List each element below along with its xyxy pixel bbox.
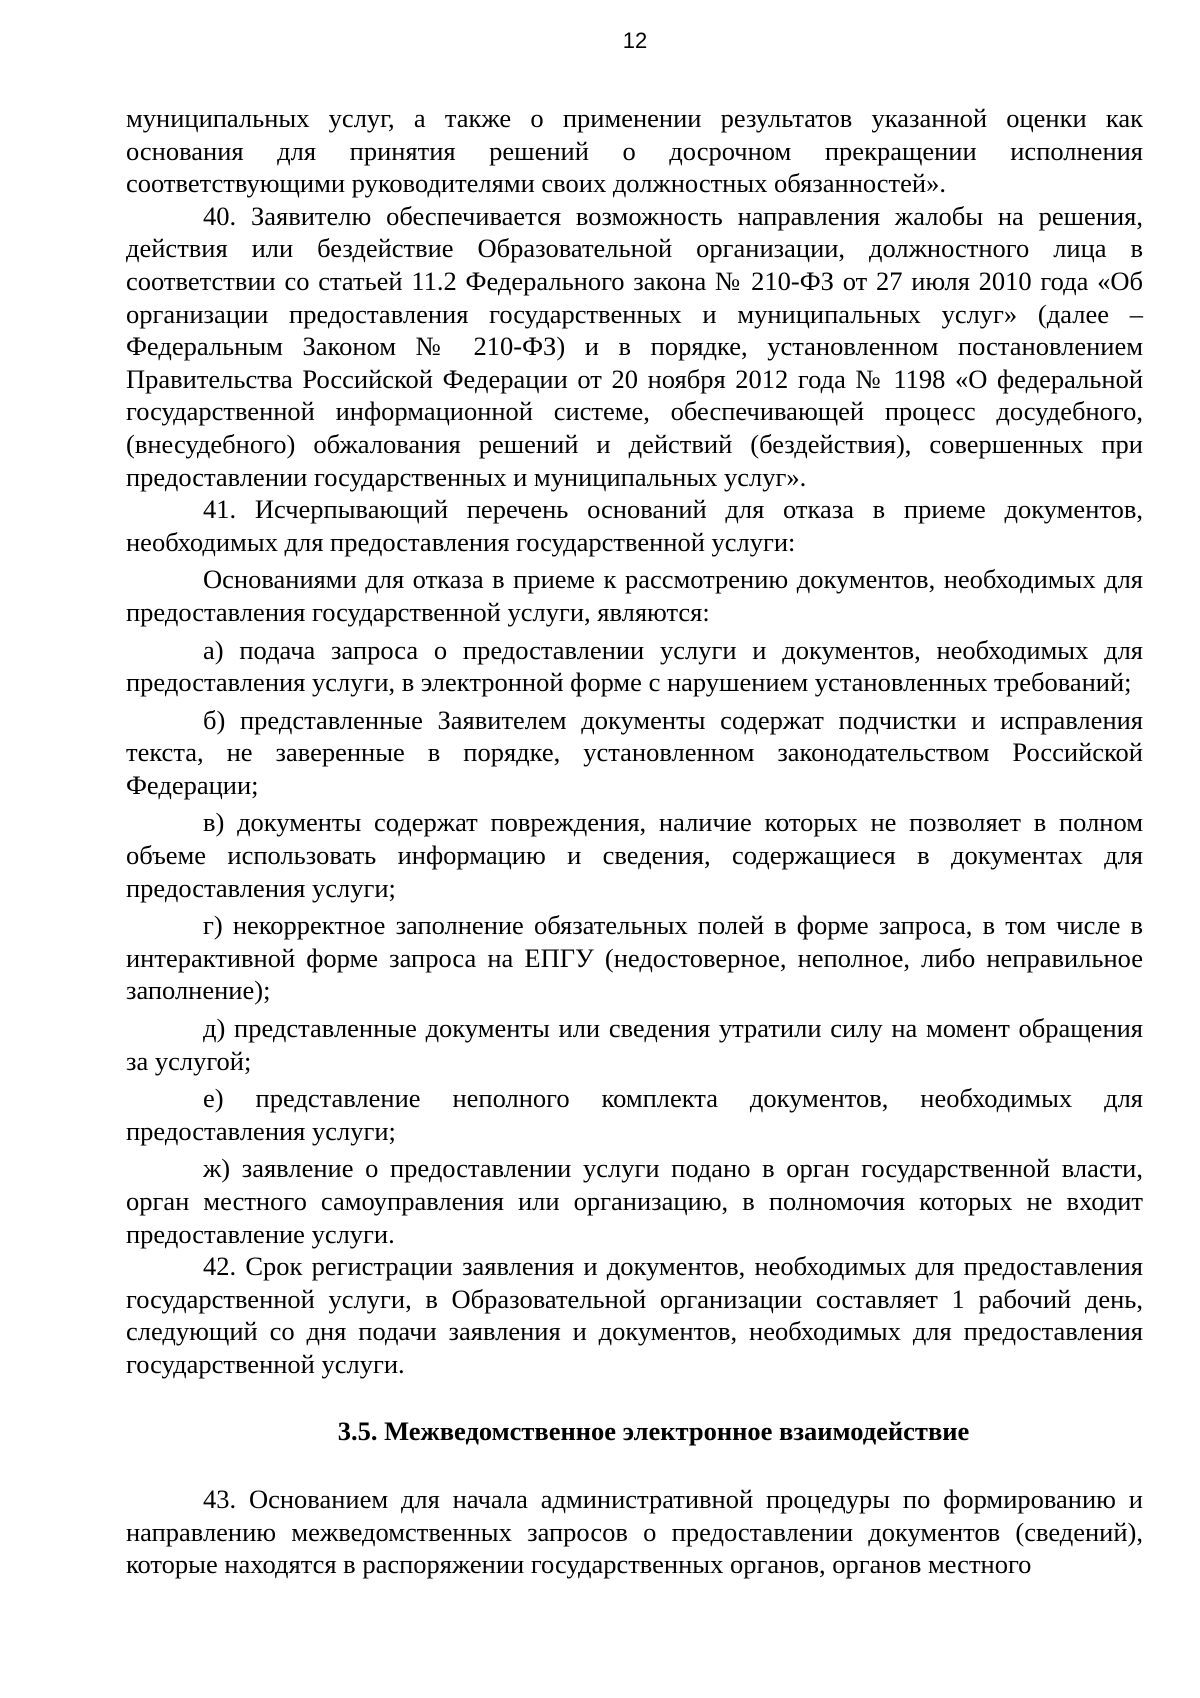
document-body [126, 102, 1143, 1581]
paragraph-continuation: муниципальных услуг, а также о применении результатов указанной оценки как основания для принятия решений о досрочном прекращении исполнения соответствующими руководителями своих должностных обязанностей». [126, 103, 1143, 199]
list-item-d: д) представленные документы или сведения утратили силу на момент обращения за услугой; [126, 1013, 1143, 1076]
paragraph-grounds-intro: Основаниями для отказа в приеме к рассмотрению документов, необходимых для предоставления государственной услуги, являются: [126, 564, 1143, 627]
list-item-e: е) представление неполного комплекта документов, необходимых для предоставления услуги; [126, 1083, 1143, 1146]
paragraph-40: 40. Заявителю обеспечивается возможность направления жалобы на решения, действия или бездействие Образовательной организации, должностного лица в соответствии со статьей 11.2 Федерального закона № 210-ФЗ от 27 июля 2010 года «Об организации предоставления государственных и муниципальных услуг» (далее – Федеральным Законом № 210-ФЗ) и в порядке, установленном постановлением Правительства Российской Федерации от 20 ноября 2012 года № 1198 «О федеральной государственной информационной системе, обеспечивающей процесс досудебного, (внесудебного) обжалования решений и действий (бездействия), совершенных при предоставлении государственных и муниципальных услуг». [126, 200, 1143, 492]
paragraph-42: 42. Срок регистрации заявления и документов, необходимых для предоставления государственной услуги, в Образовательной организации составляет 1 рабочий день, следующий со дня подачи заявления и документов, необходимых для предоставления государственной услуги. [126, 1251, 1143, 1379]
list-item-a: а) подача запроса о предоставлении услуги и документов, необходимых для предоставления услуги, в электронной форме с нарушением установленных требований; [126, 634, 1143, 698]
list-item-b: б) представленные Заявителем документы содержат подчистки и исправления текста, не заверенные в порядке, установленном законодательством Российской Федерации; [126, 704, 1143, 800]
list-item-zh: ж) заявление о предоставлении услуги подано в орган государственной власти, орган местного самоуправления или организацию, в полномочия которых не входит предоставление услуги. [126, 1153, 1143, 1249]
paragraph-43: 43. Основанием для начала административной процедуры по формированию и направлению межведомственных запросов о предоставлении документов (сведений), которые находятся в распоряжении государственных органов, органов местного [126, 1484, 1143, 1580]
paragraph-41: 41. Исчерпывающий перечень оснований для отказа в приеме документов, необходимых для предоставления государственной услуги: [126, 494, 1143, 557]
page-number: 12 [622, 28, 648, 53]
list-item-g: г) некорректное заполнение обязательных полей в форме запроса, в том числе в интерактивной форме запроса на ЕПГУ (недостоверное, неполное, либо неправильное заполнение); [126, 910, 1143, 1006]
list-item-v: в) документы содержат повреждения, наличие которых не позволяет в полном объеме использовать информацию и сведения, содержащиеся в документах для предоставления услуги; [126, 807, 1143, 903]
section-heading: 3.5. Межведомственное электронное взаимодействие [337, 1415, 970, 1446]
